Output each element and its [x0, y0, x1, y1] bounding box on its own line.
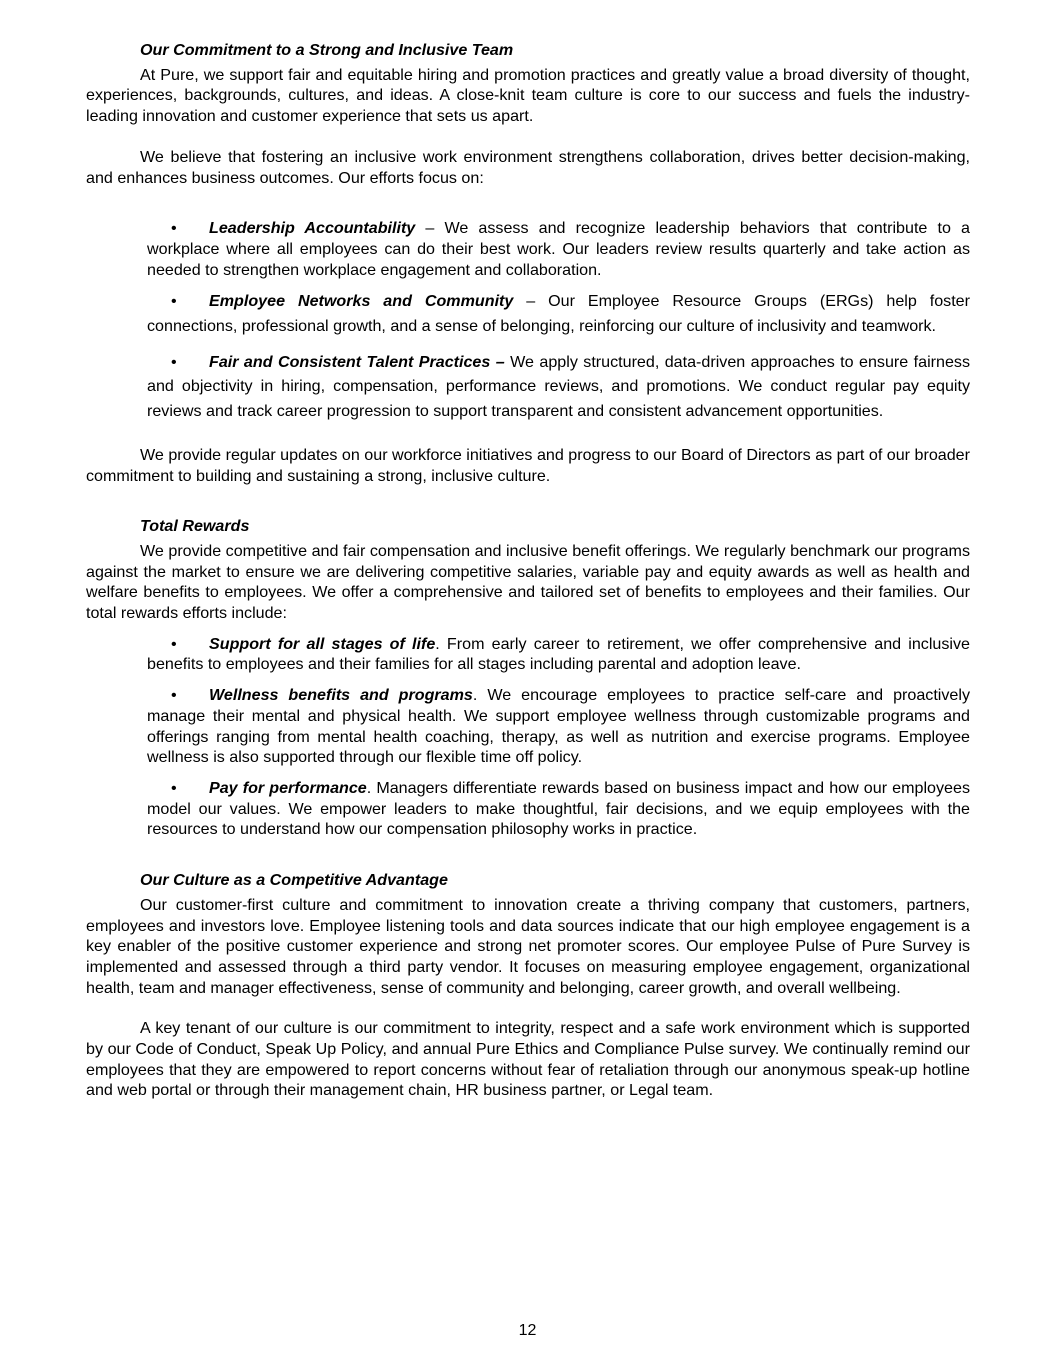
bullet-text: . We encourage employees to practice self-care and proactively manage their mental and physical health. We support employee wellness through customizable programs and offerings ranging from mental health coaching, therapy, as well as nutrition and exercise programs. Employee wellness is also supported through our flexible time off policy.	[147, 686, 970, 767]
bullet-glyph: •	[171, 686, 177, 705]
paragraph: Our customer-first culture and commitment to innovation create a thriving company that customers, partners, employees and investors love. Employee listening tools and data sources indicate that our high employee engagement is a key enabler of the positive customer experience and strong net promoter scores. Our employee Pulse of Pure Survey is implemented and assessed through a third party vendor. It focuses on measuring employee engagement, organizational health, team and manager effectiveness, sense of community and belonging, career growth, and overall wellbeing.	[86, 895, 970, 997]
bullet-glyph: •	[171, 778, 177, 797]
paragraph: A key tenant of our culture is our commitment to integrity, respect and a safe work environment which is supported by our Code of Conduct, Speak Up Policy, and annual Pure Ethics and Compliance Pulse survey. We continually remind our employees that they are empowered to report concerns without fear of retaliation through our anonymous speak-up hotline and web portal or through their management chain, HR business partner, or Legal team.	[86, 1019, 970, 1100]
list-item	[147, 685, 970, 768]
bullet-text: . From early career to retirement, we offer comprehensive and inclusive benefits to employees and their families for all stages including parental and adoption leave.	[147, 634, 970, 674]
bullet-glyph: •	[171, 352, 177, 371]
bullet-list	[86, 634, 970, 840]
list-item	[147, 634, 970, 675]
paragraph: We provide regular updates on our workforce initiatives and progress to our Board of Directors as part of our broader commitment to building and sustaining a strong, inclusive culture.	[86, 445, 970, 485]
bullet-term: Fair and Consistent Talent Practices –	[209, 352, 505, 371]
bullet-glyph: •	[171, 292, 177, 311]
section-heading: Total Rewards	[140, 517, 250, 536]
bullet-text: – We assess and recognize leadership behaviors that contribute to a workplace where all employees can do their best work. Our leaders review results quarterly and take action as needed to strengthen workplace engagement and collaboration.	[147, 219, 970, 279]
bullet-text: – Our Employee Resource Groups (ERGs) help foster connections, professional growth, and a sense of belonging, reinforcing our culture of inclusivity and teamwork.	[147, 292, 970, 336]
section-heading: Our Culture as a Competitive Advantage	[140, 871, 448, 890]
bullet-list	[86, 218, 970, 280]
section-total-rewards	[86, 516, 970, 840]
list-item	[147, 218, 970, 280]
document-page	[86, 40, 970, 1101]
bullet-glyph: •	[171, 219, 177, 238]
bullet-glyph: •	[171, 634, 177, 653]
section-culture	[86, 870, 970, 1101]
bullet-text: . Managers differentiate rewards based on business impact and how our employees model our values. We empower leaders to make thoughtful, fair decisions, and we equip employees with the resources to understand how our compensation philosophy works in practice.	[147, 778, 970, 839]
bullet-term: Leadership Accountability	[209, 219, 416, 238]
list-item	[147, 778, 970, 840]
bullet-term: Wellness benefits and programs	[209, 686, 473, 705]
bullet-term: Pay for performance	[209, 778, 367, 797]
list-item	[147, 289, 970, 338]
bullet-term: Employee Networks and Community	[209, 292, 514, 311]
paragraph: At Pure, we support fair and equitable hiring and promotion practices and greatly value a broad diversity of thought, experiences, backgrounds, cultures, and ideas. A close-knit team culture is core to our success and fuels the industry-leading innovation and customer experience that sets us apart.	[86, 65, 970, 126]
bullet-list	[86, 289, 970, 424]
page-number: 12	[518, 1322, 537, 1339]
section-inclusive-team	[86, 40, 970, 486]
list-item	[147, 350, 970, 424]
bullet-text: We apply structured, data-driven approaches to ensure fairness and objectivity in hiring, compensation, performance reviews, and promotions. We conduct regular pay equity reviews and track career progression to support transparent and consistent advancement opportunities.	[147, 352, 970, 421]
paragraph: We provide competitive and fair compensation and inclusive benefit offerings. We regularly benchmark our programs against the market to ensure we are delivering competitive salaries, variable pay and equity awards as well as health and welfare benefits to employees. We offer a comprehensive and tailored set of benefits to employees and their families. Our total rewards efforts include:	[86, 541, 970, 623]
section-heading: Our Commitment to a Strong and Inclusive Team	[140, 41, 514, 59]
paragraph: We believe that fostering an inclusive work environment strengthens collaboration, drives better decision-making, and enhances business outcomes. Our efforts focus on:	[86, 147, 970, 187]
bullet-term: Support for all stages of life	[209, 634, 436, 653]
